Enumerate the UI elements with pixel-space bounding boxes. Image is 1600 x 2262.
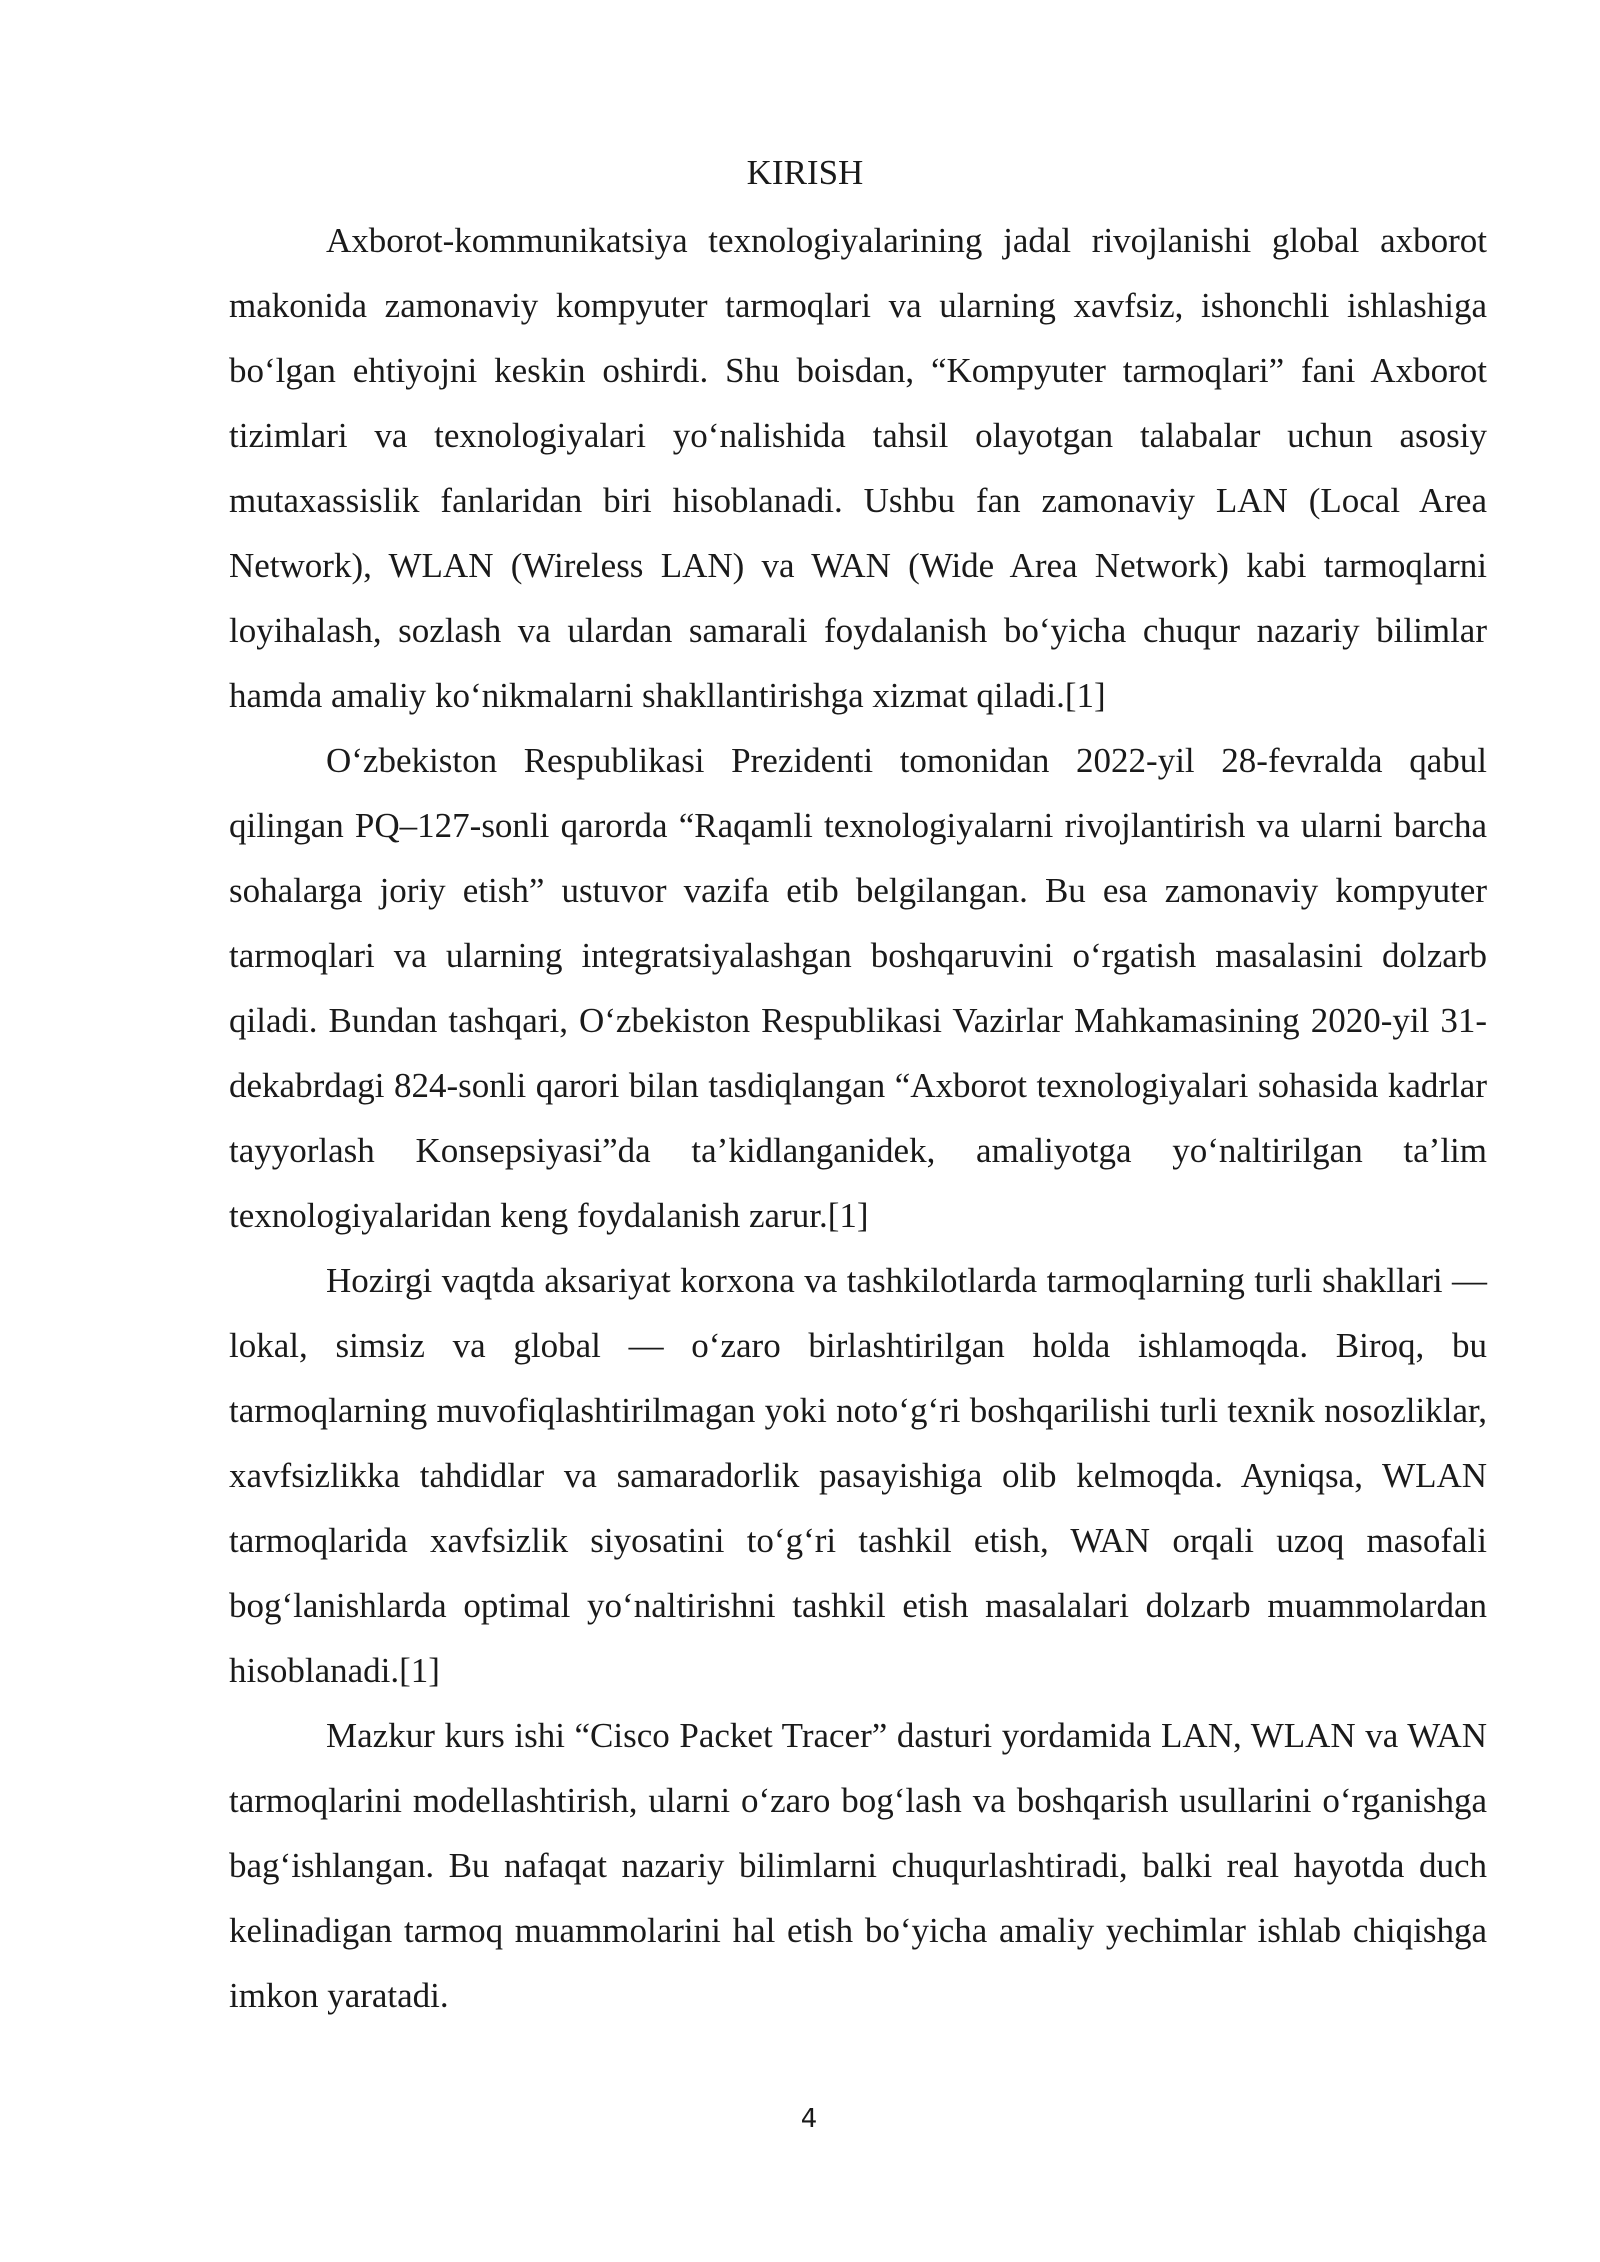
- page-number: 4: [800, 2104, 818, 2134]
- paragraph-2: Oʻzbekiston Respublikasi Prezidenti tomonidan 2022-yil 28-fevralda qabul qilingan PQ–127-sonli qarorda “Raqamli texnologiyalarni rivojlantirish va ularni barcha sohalarga joriy etish” ustuvor vazifa etib belgilangan. Bu esa zamonaviy kompyuter tarmoqlari va ularning integratsiyalashgan boshqaruvini oʻrgatish masalasini dolzarb qiladi. Bundan tashqari, Oʻzbekiston Respublikasi Vazirlar Mahkamasining 2020-yil 31-dekabrdagi 824-sonli qarori bilan tasdiqlangan “Axborot texnologiyalari sohasida kadrlar tayyorlash Konsepsiyasi”da ta’kidlanganidek, amaliyotga yoʻnaltirilgan ta’lim texnologiyalaridan keng foydalanish zarur.[1]: [229, 741, 1487, 1235]
- body-text: [229, 208, 1487, 2028]
- section-heading: KIRISH: [746, 153, 864, 192]
- paragraph-1: Axborot-kommunikatsiya texnologiyalarining jadal rivojlanishi global axborot makonida zamonaviy kompyuter tarmoqlari va ularning xavfsiz, ishonchli ishlashiga boʻlgan ehtiyojni keskin oshirdi. Shu boisdan, “Kompyuter tarmoqlari” fani Axborot tizimlari va texnologiyalari yoʻnalishida tahsil olayotgan talabalar uchun asosiy mutaxassislik fanlaridan biri hisoblanadi. Ushbu fan zamonaviy LAN (Local Area Network), WLAN (Wireless LAN) va WAN (Wide Area Network) kabi tarmoqlarni loyihalash, sozlash va ulardan samarali foydalanish boʻyicha chuqur nazariy bilimlar hamda amaliy koʻnikmalarni shakllantirishga xizmat qiladi.[1]: [229, 221, 1487, 715]
- paragraph-4: Mazkur kurs ishi “Cisco Packet Tracer” dasturi yordamida LAN, WLAN va WAN tarmoqlarini modellashtirish, ularni oʻzaro bogʻlash va boshqarish usullarini oʻrganishga bagʻishlangan. Bu nafaqat nazariy bilimlarni chuqurlashtiradi, balki real hayotda duch kelinadigan tarmoq muammolarini hal etish boʻyicha amaliy yechimlar ishlab chiqishga imkon yaratadi.: [229, 1716, 1487, 2015]
- paragraph-3: Hozirgi vaqtda aksariyat korxona va tashkilotlarda tarmoqlarning turli shakllari — lokal, simsiz va global — oʻzaro birlashtirilgan holda ishlamoqda. Biroq, bu tarmoqlarning muvofiqlashtirilmagan yoki notoʻgʻri boshqarilishi turli texnik nosozliklar, xavfsizlikka tahdidlar va samaradorlik pasayishiga olib kelmoqda. Ayniqsa, WLAN tarmoqlarida xavfsizlik siyosatini toʻgʻri tashkil etish, WAN orqali uzoq masofali bogʻlanishlarda optimal yoʻnaltirishni tashkil etish masalalari dolzarb muammolardan hisoblanadi.[1]: [229, 1261, 1487, 1690]
